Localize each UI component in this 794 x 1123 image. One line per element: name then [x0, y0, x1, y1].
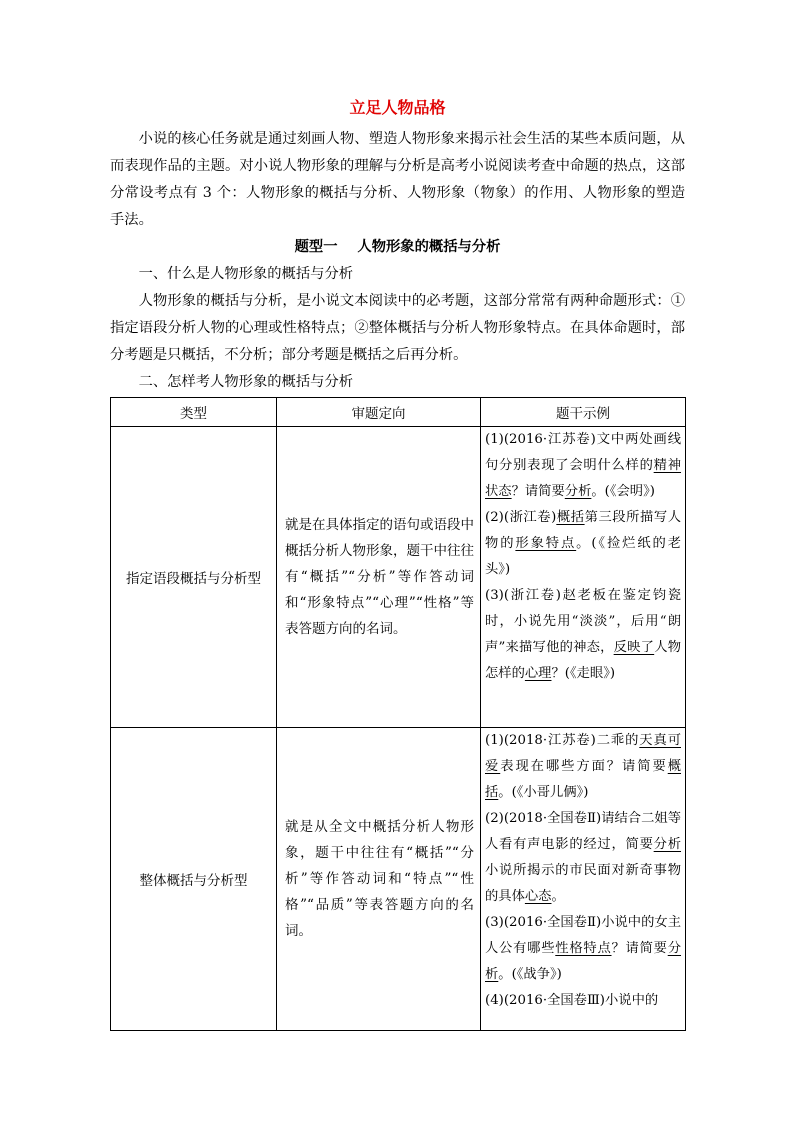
question-type-table	[110, 397, 686, 1031]
header-type: 类型	[111, 398, 277, 427]
table-row	[111, 427, 686, 728]
example-item: (1)(2016·江苏卷)文中两处画线句分别表现了会明什么样的精神状态？请简要分析。(《会明》)	[485, 432, 682, 499]
table-row	[111, 728, 686, 1031]
example-item: (2)(浙江卷)概括第三段所描写人物的形象特点。(《捡烂纸的老头》)	[485, 510, 682, 577]
examples-cell	[481, 728, 686, 1031]
header-orientation: 审题定向	[277, 398, 481, 427]
subheading-2: 二、怎样考人物形象的概括与分析	[138, 374, 354, 390]
section-name: 人物形象的概括与分析	[357, 239, 501, 255]
subheading-1: 一、什么是人物形象的概括与分析	[138, 266, 354, 282]
section-heading	[110, 234, 685, 261]
page-title: 立足人物品格	[349, 98, 446, 117]
header-examples: 题干示例	[481, 398, 686, 427]
orientation-cell: 就是从全文中概括分析人物形象，题干中往往有“概括”“分析”等作答动词和“特点”“性格”“品质”等表答题方向的名词。	[277, 728, 481, 1031]
section-label: 题型一	[294, 239, 338, 255]
intro-paragraph: 小说的核心任务就是通过刻画人物、塑造人物形象来揭示社会生活的某些本质问题，从而表现作品的主题。对小说人物形象的理解与分析是高考小说阅读考查中命题的热点，这部分常设考点有 3 个：人物形象的概括与分析、人物形象（物象）的作用、人物形象的塑造手法。	[110, 131, 685, 228]
examples-cell	[481, 427, 686, 728]
type-cell: 指定语段概括与分析型	[111, 427, 277, 728]
paragraph-1: 人物形象的概括与分析，是小说文本阅读中的必考题，这部分常常有两种命题形式：①指定语段分析人物的心理或性格特点；②整体概括与分析人物形象特点。在具体命题时，部分考题是只概括，不分析；部分考题是概括之后再分析。	[110, 293, 685, 363]
example-item: (2)(2018·全国卷Ⅱ)请结合二姐等人看有声电影的经过，简要分析小说所揭示的市民面对新奇事物的具体心态。	[485, 811, 682, 904]
type-cell: 整体概括与分析型	[111, 728, 277, 1031]
document-page	[110, 96, 685, 1031]
example-item: (3)(浙江卷)赵老板在鉴定钧瓷时，小说先用“淡淡”，后用“朗声”来描写他的神态，反映了人物怎样的心理？(《走眼》)	[485, 588, 681, 681]
table-header-row	[111, 398, 686, 427]
example-item: (4)(2016·全国卷Ⅲ)小说中的	[485, 993, 659, 1008]
example-item: (3)(2016·全国卷Ⅱ)小说中的女主人公有哪些性格特点？请简要分析。(《战争》)	[485, 915, 682, 982]
example-item: (1)(2018·江苏卷)二乖的天真可爱表现在哪些方面？请简要概括。(《小哥儿俩》)	[485, 733, 682, 800]
orientation-cell: 就是在具体指定的语句或语段中概括分析人物形象，题干中往往有“概括”“分析”等作答动词和“形象特点”“心理”“性格”等表答题方向的名词。	[277, 427, 481, 728]
